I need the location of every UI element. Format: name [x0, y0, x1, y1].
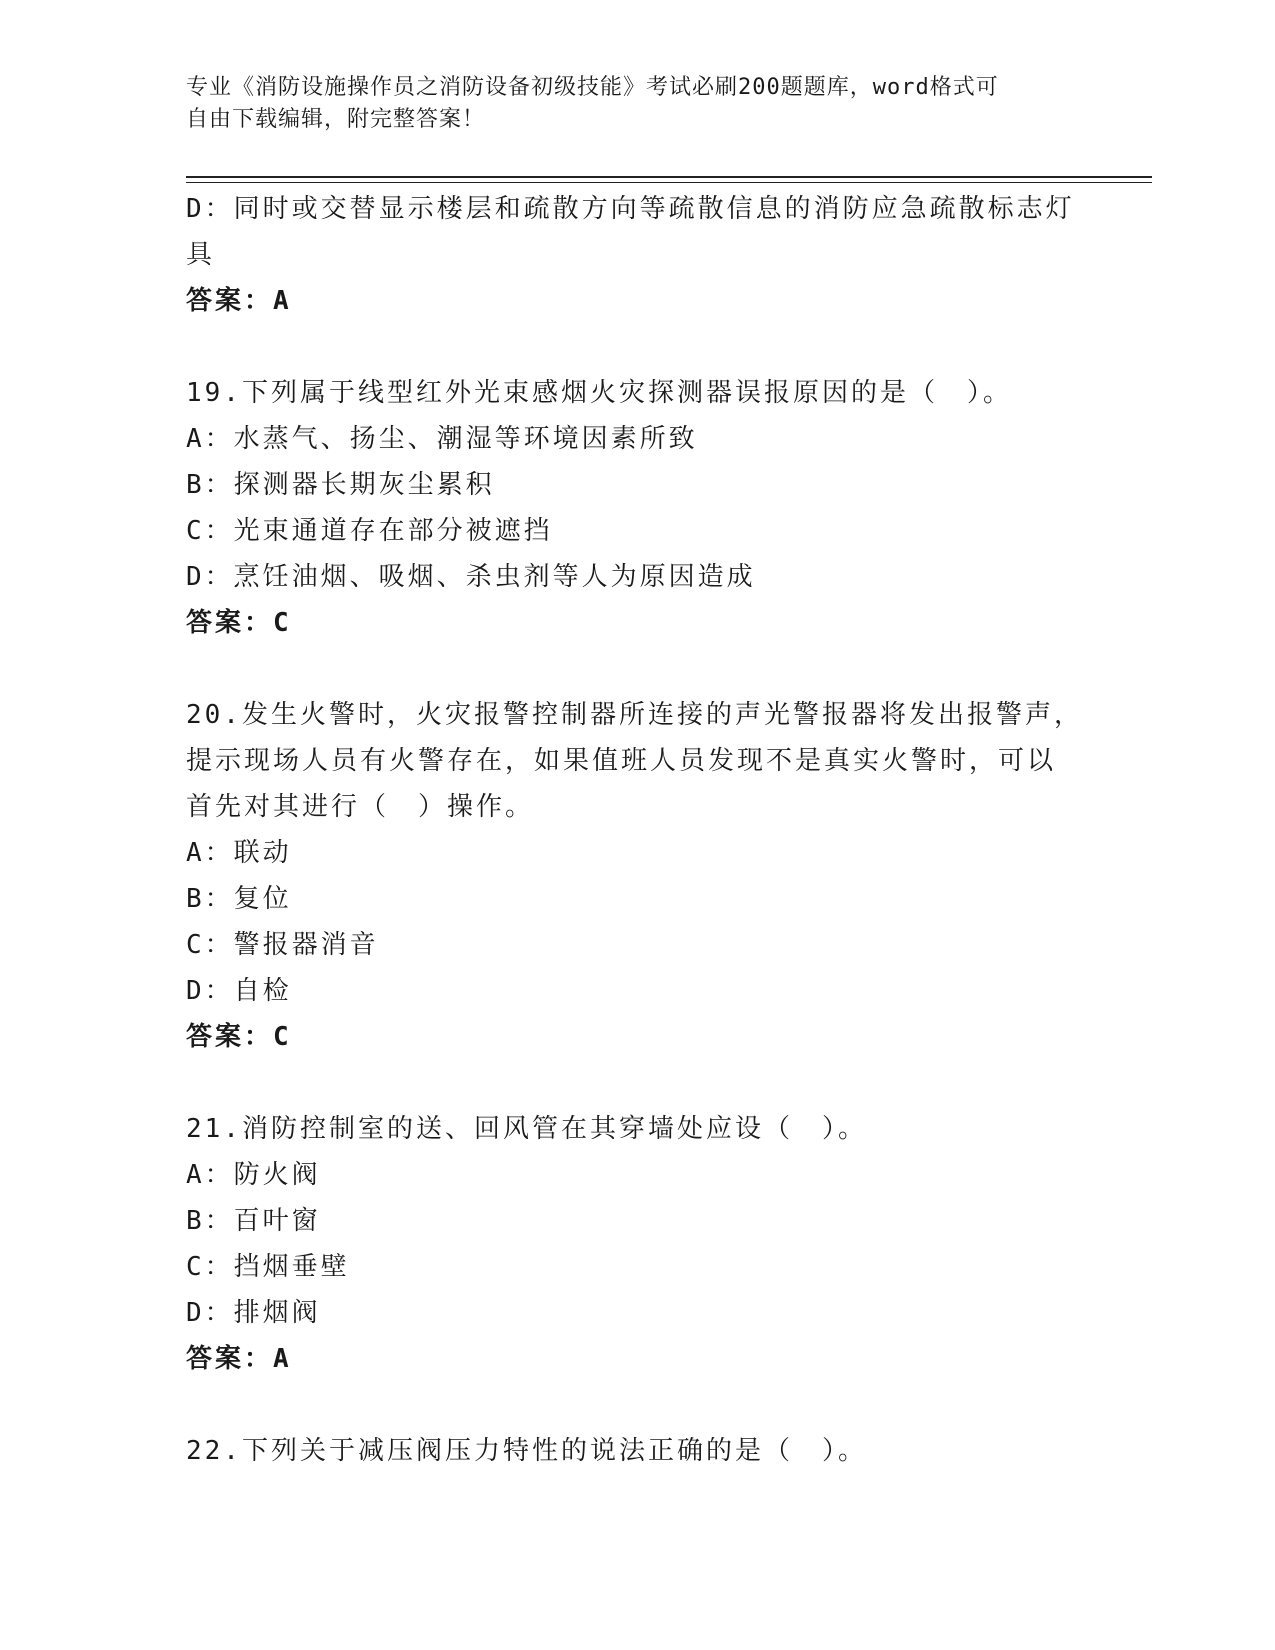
answer: 答案：C	[186, 1022, 292, 1052]
question-21	[186, 1106, 1086, 1382]
answer: 答案：C	[186, 608, 292, 638]
question-stem: 21.消防控制室的送、回风管在其穿墙处应设（ ）。	[186, 1114, 867, 1144]
option-c: C：光束通道存在部分被遮挡	[186, 516, 553, 546]
question-22	[186, 1428, 1086, 1474]
option-b: B：探测器长期灰尘累积	[186, 470, 495, 500]
question-18-tail	[186, 186, 1086, 324]
answer: 答案：A	[186, 1344, 292, 1374]
option-b: B：复位	[186, 884, 292, 914]
option-a: A：防火阀	[186, 1160, 321, 1190]
option-a: A：水蒸气、扬尘、潮湿等环境因素所致	[186, 424, 698, 454]
option-c: C：警报器消音	[186, 930, 379, 960]
question-stem: 19.下列属于线型红外光束感烟火灾探测器误报原因的是（ ）。	[186, 378, 1012, 408]
question-stem-line-3: 首先对其进行（ ）操作。	[186, 792, 535, 822]
option-c: C：挡烟垂壁	[186, 1252, 350, 1282]
question-20	[186, 692, 1086, 1060]
option-d-continued: 具	[186, 240, 216, 270]
option-d: D：自检	[186, 976, 292, 1006]
option-d: D：同时或交替显示楼层和疏散方向等疏散信息的消防应急疏散标志灯	[186, 194, 1075, 224]
question-19	[186, 370, 1086, 646]
header-line-1: 专业《消防设施操作员之消防设备初级技能》考试必刷200题题库，word格式可	[186, 75, 999, 100]
option-d: D：排烟阀	[186, 1298, 321, 1328]
header-line-2: 自由下载编辑，附完整答案！	[186, 107, 486, 132]
document-header	[186, 72, 1086, 136]
option-d: D：烹饪油烟、吸烟、杀虫剂等人为原因造成	[186, 562, 756, 592]
option-b: B：百叶窗	[186, 1206, 321, 1236]
question-content	[186, 186, 1086, 1474]
option-a: A：联动	[186, 838, 292, 868]
header-divider-thin	[186, 182, 1152, 183]
question-stem-line-1: 20.发生火警时，火灾报警控制器所连接的声光警报器将发出报警声，	[186, 700, 1083, 730]
question-stem: 22.下列关于减压阀压力特性的说法正确的是（ ）。	[186, 1436, 867, 1466]
question-stem-line-2: 提示现场人员有火警存在，如果值班人员发现不是真实火警时，可以	[186, 746, 1057, 776]
header-divider-thick	[186, 176, 1152, 178]
answer: 答案：A	[186, 286, 292, 316]
